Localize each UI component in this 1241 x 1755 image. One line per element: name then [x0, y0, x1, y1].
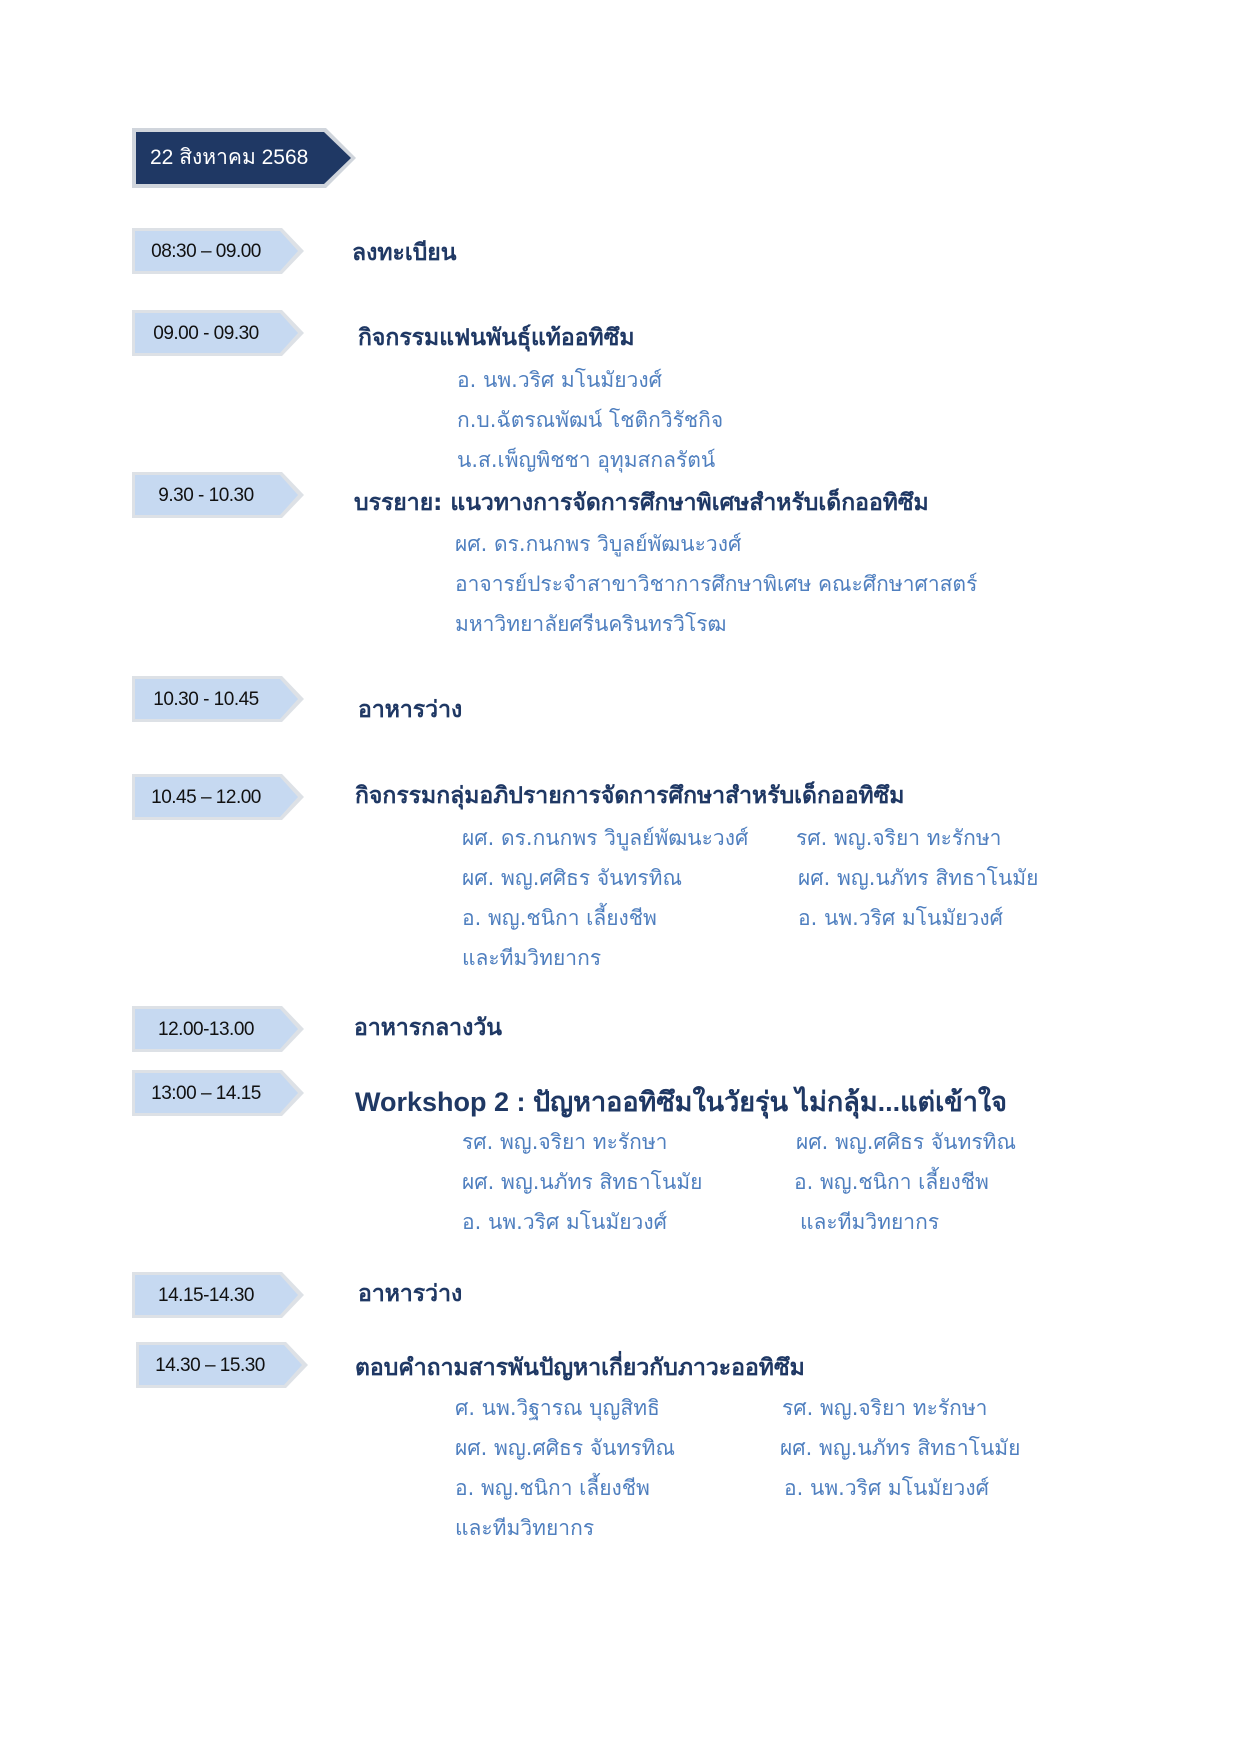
speaker-name: อ. พญ.ชนิกา เลี้ยงชีพ [794, 1170, 989, 1194]
speaker-name: ก.บ.ฉัตรณพัฒน์ โชติกวิรัชกิจ [457, 408, 724, 432]
speaker-name: ผศ. พญ.นภัทร สิทธาโนมัย [462, 1170, 703, 1194]
speaker-name: อ. พญ.ชนิกา เลี้ยงชีพ [462, 906, 657, 930]
speaker-name: ผศ. พญ.ศศิธร จันทรทิณ [462, 866, 682, 890]
session-title: ลงทะเบียน [352, 240, 457, 266]
session-title: กิจกรรมกลุ่มอภิปรายการจัดการศึกษาสำหรับเด็กออทิซึม [355, 783, 905, 809]
speaker-name: น.ส.เพ็ญพิชชา อุทุมสกลรัตน์ [457, 448, 716, 472]
time-tag [132, 228, 304, 274]
time-label: 14.15-14.30 [158, 1285, 254, 1306]
time-tag [132, 1006, 304, 1052]
time-tag [132, 310, 304, 356]
speaker-name: อ. นพ.วริศ มโนมัยวงศ์ [798, 906, 1003, 930]
speaker-name: ผศ. พญ.นภัทร สิทธาโนมัย [780, 1436, 1021, 1460]
time-label: 08:30 – 09.00 [151, 241, 261, 262]
time-tag [132, 774, 304, 820]
session-title: Workshop 2 : ปัญหาออทิซึมในวัยรุ่น ไม่กลุ้ม...แต่เข้าใจ [355, 1087, 1007, 1117]
speaker-name: รศ. พญ.จริยา ทะรักษา [462, 1130, 668, 1154]
time-label: 14.30 – 15.30 [155, 1355, 265, 1376]
time-label: 13:00 – 14.15 [151, 1083, 261, 1104]
session-title: อาหารว่าง [358, 697, 463, 723]
speaker-name: ผศ. ดร.กนกพร วิบูลย์พัฒนะวงศ์ [455, 532, 742, 556]
speaker-team: และทีมวิทยากร [462, 946, 602, 970]
time-label: 09.00 - 09.30 [153, 323, 259, 344]
date-label: 22 สิงหาคม 2568 [150, 146, 309, 169]
speaker-name: ผศ. ดร.กนกพร วิบูลย์พัฒนะวงศ์ [462, 826, 749, 850]
time-tag [132, 472, 304, 518]
session-title: บรรยาย: แนวทางการจัดการศึกษาพิเศษสำหรับเด็กออทิซึม [354, 490, 929, 516]
session-title: กิจกรรมแฟนพันธุ์แท้ออทิซึม [358, 325, 635, 351]
speaker-name: ผศ. พญ.ศศิธร จันทรทิณ [455, 1436, 675, 1460]
time-tag [132, 1272, 304, 1318]
time-label: 9.30 - 10.30 [158, 485, 254, 506]
speaker-team: และทีมวิทยากร [455, 1516, 595, 1540]
speaker-name: รศ. พญ.จริยา ทะรักษา [796, 826, 1002, 850]
speaker-name: ผศ. พญ.ศศิธร จันทรทิณ [796, 1130, 1016, 1154]
speaker-name: อ. นพ.วริศ มโนมัยวงศ์ [457, 368, 662, 392]
speaker-name: อ. พญ.ชนิกา เลี้ยงชีพ [455, 1476, 650, 1500]
speaker-name: อ. นพ.วริศ มโนมัยวงศ์ [462, 1210, 667, 1234]
time-label: 12.00-13.00 [158, 1019, 254, 1040]
time-tag [132, 676, 304, 722]
speaker-name: ผศ. พญ.นภัทร สิทธาโนมัย [798, 866, 1039, 890]
time-label: 10.45 – 12.00 [151, 787, 261, 808]
speaker-name: ศ. นพ.วิฐารณ บุญสิทธิ [455, 1396, 660, 1420]
speaker-name: รศ. พญ.จริยา ทะรักษา [782, 1396, 988, 1420]
speaker-affiliation: อาจารย์ประจำสาขาวิชาการศึกษาพิเศษ คณะศึกษาศาสตร์ [455, 572, 978, 596]
session-title: อาหารกลางวัน [354, 1015, 502, 1041]
time-label: 10.30 - 10.45 [153, 689, 259, 710]
speaker-name: อ. นพ.วริศ มโนมัยวงศ์ [784, 1476, 989, 1500]
time-tag [132, 1070, 304, 1116]
speaker-team: และทีมวิทยากร [800, 1210, 940, 1234]
speaker-affiliation: มหาวิทยาลัยศรีนครินทรวิโรฒ [455, 612, 727, 636]
date-header [132, 128, 356, 188]
time-tag [136, 1342, 308, 1388]
session-title: อาหารว่าง [358, 1281, 463, 1307]
session-title: ตอบคำถามสารพันปัญหาเกี่ยวกับภาวะออทิซึม [355, 1355, 805, 1381]
